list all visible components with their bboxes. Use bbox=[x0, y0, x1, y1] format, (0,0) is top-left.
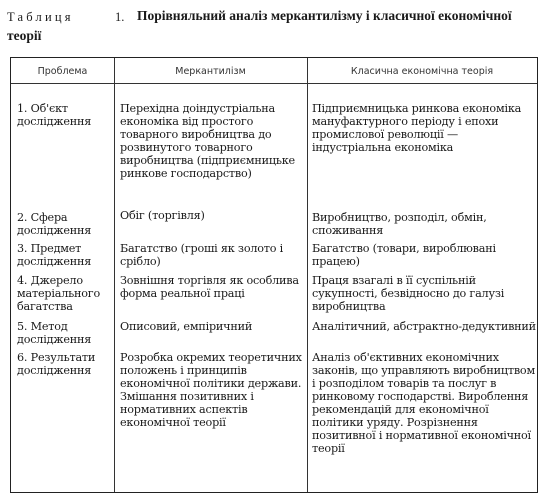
row-2-problem: 2. Сфера дослідження bbox=[17, 211, 92, 237]
table-caption-label: Таблиця bbox=[7, 10, 74, 24]
row-6-classical: Аналіз об'єктивних економічних законів, що управляють виробництвом і розподілом товарів та послуг в ринковому господарстві. Вироблення рекомендацій для економічної політики уряду. Розрізнення позитивної і нормативної економічної теорії bbox=[312, 351, 535, 455]
row-2-classical: Виробництво, розподіл, обмін, споживання bbox=[312, 211, 487, 237]
row-6-problem: 6. Результати дослідження bbox=[17, 351, 96, 377]
header-divider bbox=[11, 83, 537, 84]
header-mercantilism: Меркантилізм bbox=[175, 66, 246, 77]
row-4-classical: Праця взагалі в її суспільній сукупності, безвідносно до галузі виробництва bbox=[312, 274, 505, 313]
row-3-classical: Багатство (товари, вироблювані працею) bbox=[312, 242, 496, 268]
row-1-classical: Підприємницька ринкова економіка мануфактурного періоду і епохи промислової революції — індустріальна економіка bbox=[312, 102, 522, 154]
table-caption-number: 1. bbox=[115, 10, 125, 24]
row-5-classical: Аналітичний, абстрактно-дедуктивний bbox=[312, 320, 536, 333]
table-caption-title-line1: Порівняльний аналіз меркантилізму і класичної економічної bbox=[137, 8, 512, 23]
comparison-table bbox=[10, 57, 538, 493]
row-1-problem: 1. Об'єкт дослідження bbox=[17, 102, 92, 128]
row-6-mercantilism: Розробка окремих теоретичних положень і принципів економічної політики держави. Змішання позитивних і нормативних аспектів економічної теорії bbox=[120, 351, 302, 429]
row-3-mercantilism: Багатство (гроші як золото і срібло) bbox=[120, 242, 284, 268]
table-caption-title-line2: теорії bbox=[7, 28, 42, 43]
row-5-problem: 5. Метод дослідження bbox=[17, 320, 92, 346]
row-4-mercantilism: Зовнішня торгівля як особлива форма реальної праці bbox=[120, 274, 299, 300]
row-4-problem: 4. Джерело матеріального багатства bbox=[17, 274, 100, 313]
row-1-mercantilism: Перехідна доіндустріальна економіка від простого товарного виробництва до розвинутого товарного виробництва (підприємницьке ринкове господарство) bbox=[120, 102, 295, 180]
row-3-problem: 3. Предмет дослідження bbox=[17, 242, 92, 268]
row-5-mercantilism: Описовий, емпіричний bbox=[120, 320, 253, 333]
row-2-mercantilism: Обіг (торгівля) bbox=[120, 209, 205, 222]
header-problem: Проблема bbox=[37, 66, 88, 77]
header-classical-theory: Класична економічна теорія bbox=[350, 66, 494, 77]
table-caption bbox=[7, 4, 545, 43]
